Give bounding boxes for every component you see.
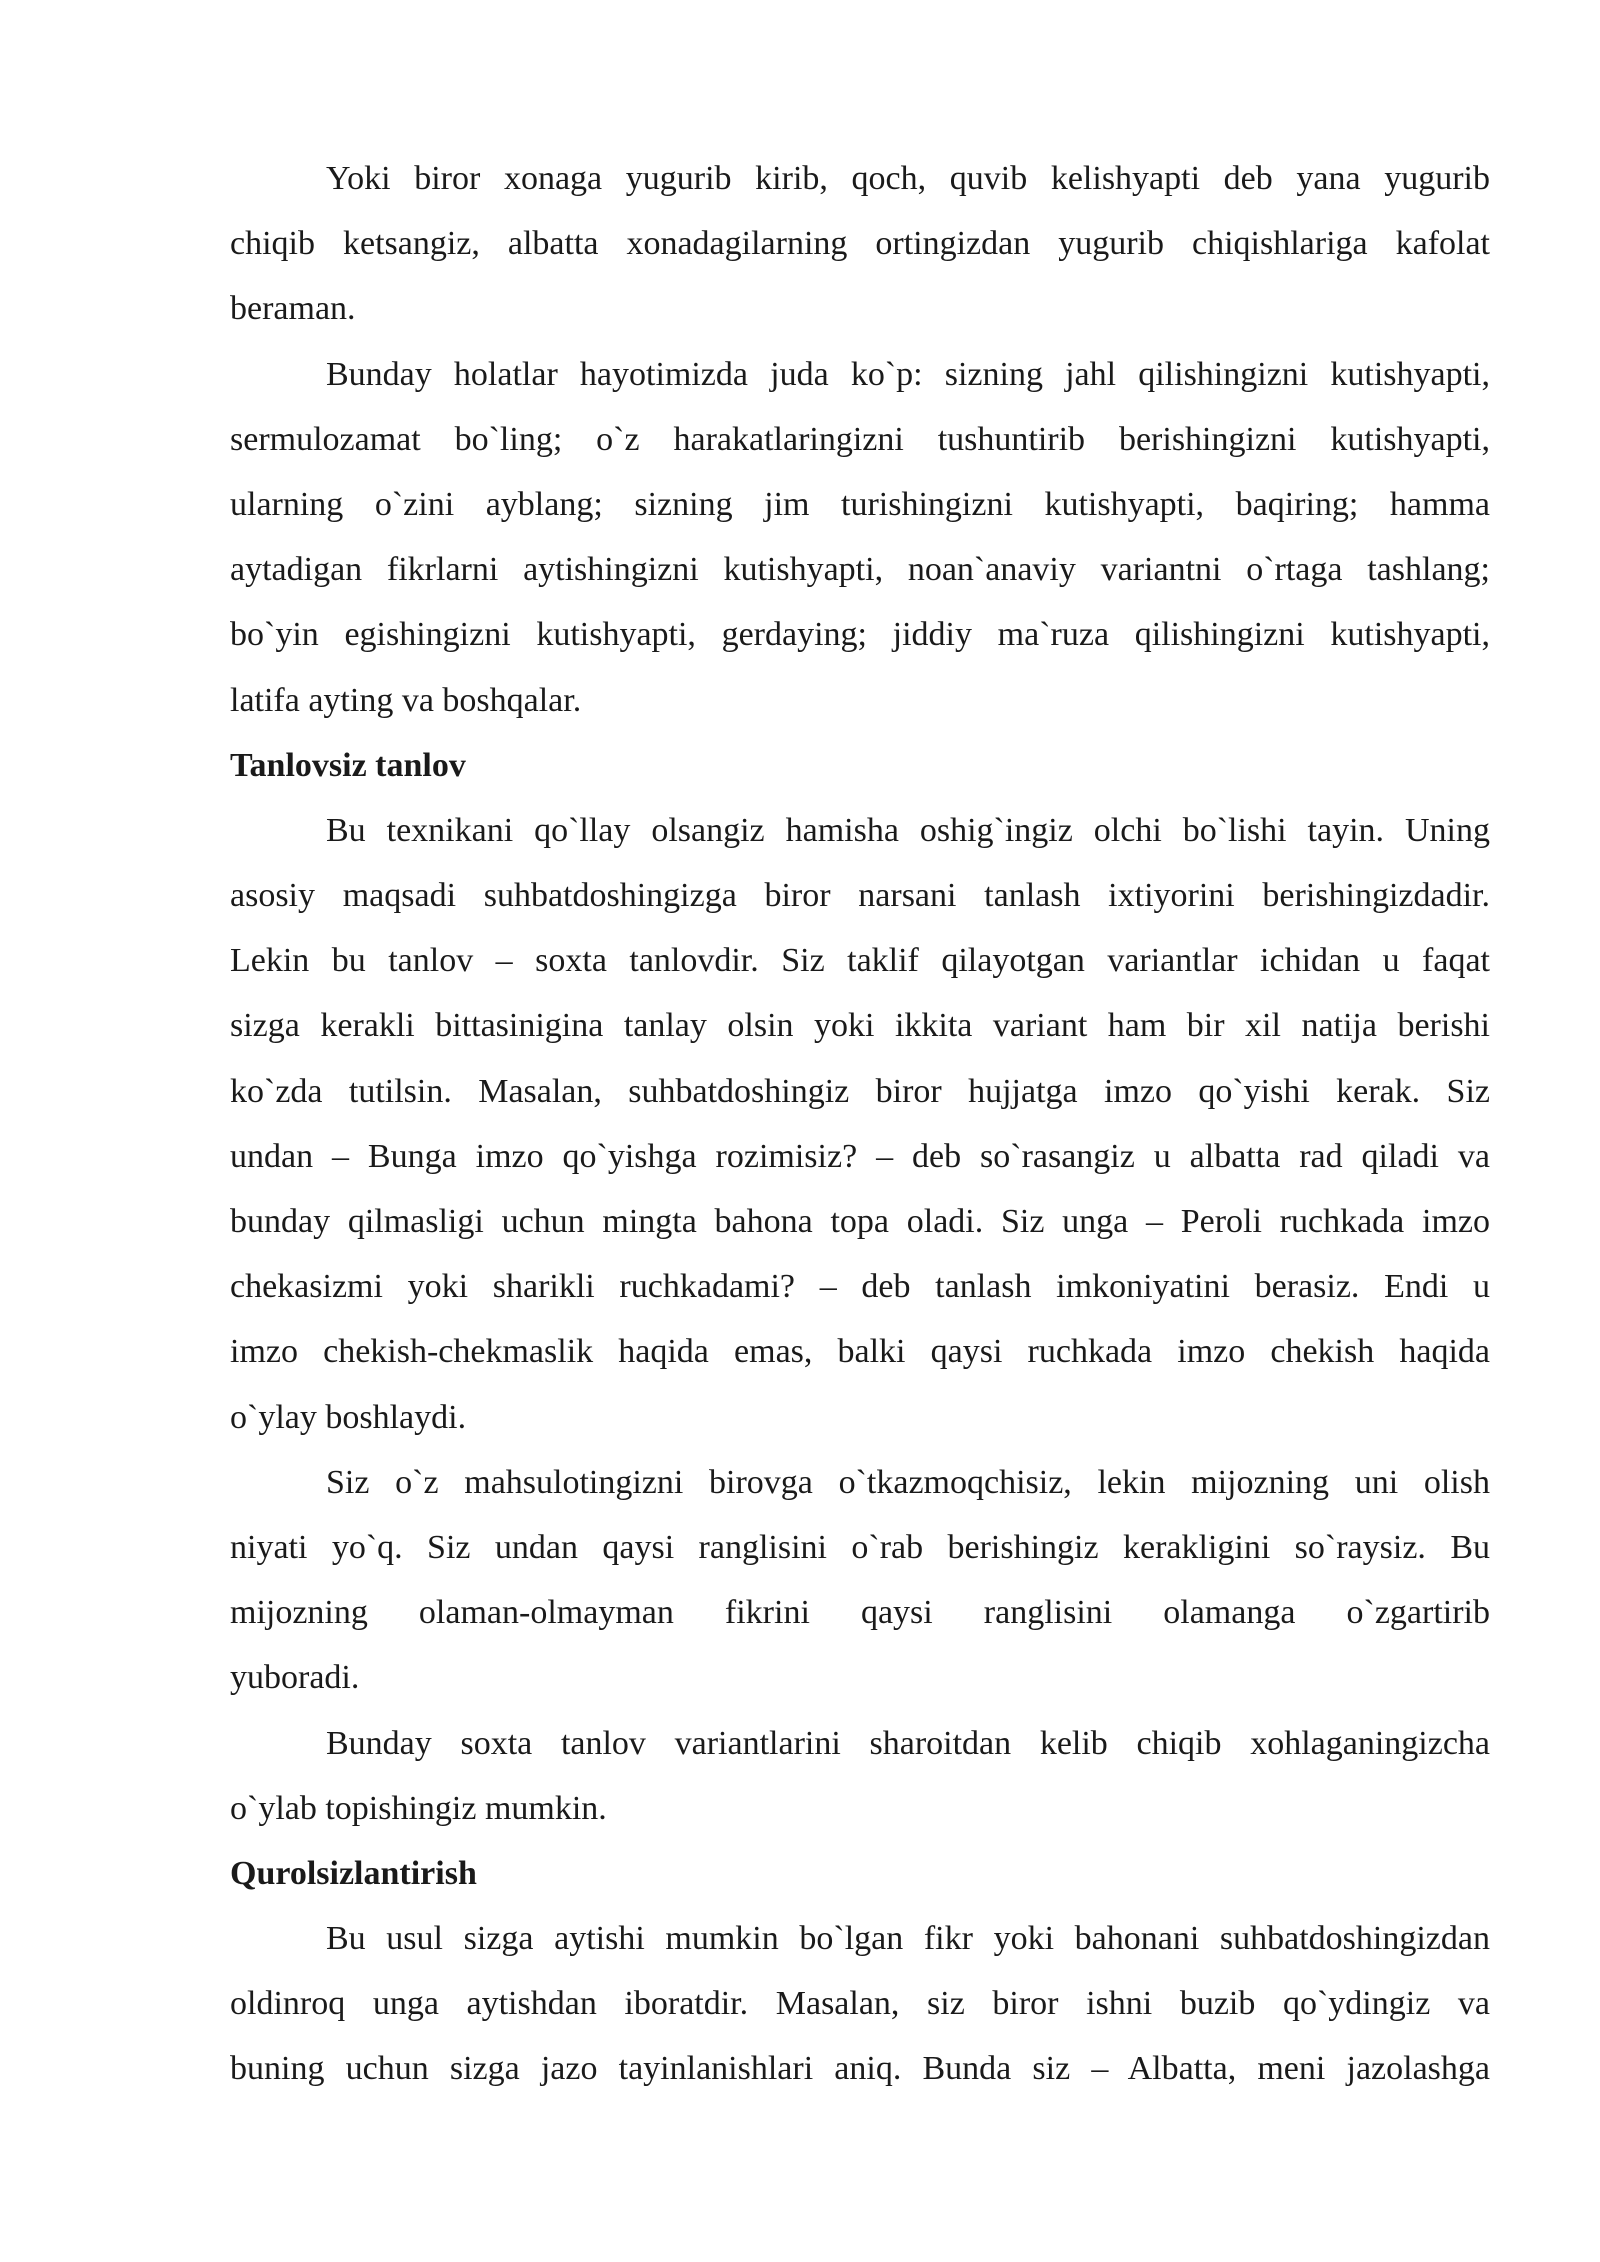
section-heading-qurolsizlantirish: Qurolsizlantirish [230,1854,477,1892]
paragraph-line: oldinroq unga aytishdan iboratdir. Masalan, siz biror ishni buzib qo`ydingiz va [230,1985,1490,2023]
paragraph-line: bo`yin egishingizni kutishyapti, gerdaying; jiddiy ma`ruza qilishingizni kutishyapti, [230,616,1490,654]
paragraph-line: ularning o`zini ayblang; sizning jim turishingizni kutishyapti, baqiring; hamma [230,485,1490,523]
paragraph-line: Bunday holatlar hayotimizda juda ko`p: sizning jahl qilishingizni kutishyapti, [326,355,1490,393]
paragraph-line: o`ylab topishingiz mumkin. [230,1789,607,1827]
paragraph-line: mijozning olaman-olmayman fikrini qaysi ranglisini olamanga o`zgartirib [230,1594,1490,1632]
document-body [230,146,1490,2102]
paragraph-line: chekasizmi yoki sharikli ruchkadami? – deb tanlash imkoniyatini berasiz. Endi u [230,1268,1490,1306]
paragraph-line: chiqib ketsangiz, albatta xonadagilarning ortingizdan yugurib chiqishlariga kafolat [230,225,1490,263]
paragraph-line: asosiy maqsadi suhbatdoshingizga biror narsani tanlash ixtiyorini berishingizdadir. [230,877,1490,915]
paragraph-line: niyati yo`q. Siz undan qaysi ranglisini o`rab berishingiz kerakligini so`raysiz. Bu [230,1528,1490,1566]
paragraph-line: bunday qilmasligi uchun mingta bahona topa oladi. Siz unga – Peroli ruchkada imzo [230,1203,1490,1240]
paragraph-line: buning uchun sizga jazo tayinlanishlari aniq. Bunda siz – Albatta, meni jazolashga [230,2050,1490,2088]
paragraph-line: o`ylay boshlaydi. [230,1398,467,1436]
paragraph-line: beraman. [230,290,356,328]
paragraph-line: Bu usul sizga aytishi mumkin bo`lgan fikr yoki bahonani suhbatdoshingizdan [326,1920,1490,1958]
paragraph-line: yuboradi. [230,1659,360,1697]
paragraph-line: Yoki biror xonaga yugurib kirib, qoch, quvib kelishyapti deb yana yugurib [326,160,1490,197]
section-heading-tanlovsiz-tanlov: Tanlovsiz tanlov [230,746,466,784]
paragraph-line: undan – Bunga imzo qo`yishga rozimisiz? – deb so`rasangiz u albatta rad qiladi va [230,1137,1490,1175]
paragraph-line: sizga kerakli bittasinigina tanlay olsin yoki ikkita variant ham bir xil natija berishi [230,1007,1490,1045]
paragraph-line: latifa ayting va boshqalar. [230,681,582,719]
paragraph-line: Bu texnikani qo`llay olsangiz hamisha oshig`ingiz olchi bo`lishi tayin. Uning [326,811,1490,849]
paragraph-line: Lekin bu tanlov – soxta tanlovdir. Siz taklif qilayotgan variantlar ichidan u faqat [230,942,1490,980]
paragraph-line: ko`zda tutilsin. Masalan, suhbatdoshingiz biror hujjatga imzo qo`yishi kerak. Siz [230,1072,1490,1110]
paragraph-line: aytadigan fikrlarni aytishingizni kutishyapti, noan`anaviy variantni o`rtaga tashlang; [230,551,1490,589]
paragraph-line: imzo chekish-chekmaslik haqida emas, balki qaysi ruchkada imzo chekish haqida [230,1333,1490,1371]
paragraph-line: Bunday soxta tanlov variantlarini sharoitdan kelib chiqib xohlaganingizcha [326,1724,1490,1762]
paragraph-line: sermulozamat bo`ling; o`z harakatlaringizni tushuntirib berishingizni kutishyapti, [230,420,1490,458]
paragraph-line: Siz o`z mahsulotingizni birovga o`tkazmoqchisiz, lekin mijozning uni olish [326,1463,1490,1501]
